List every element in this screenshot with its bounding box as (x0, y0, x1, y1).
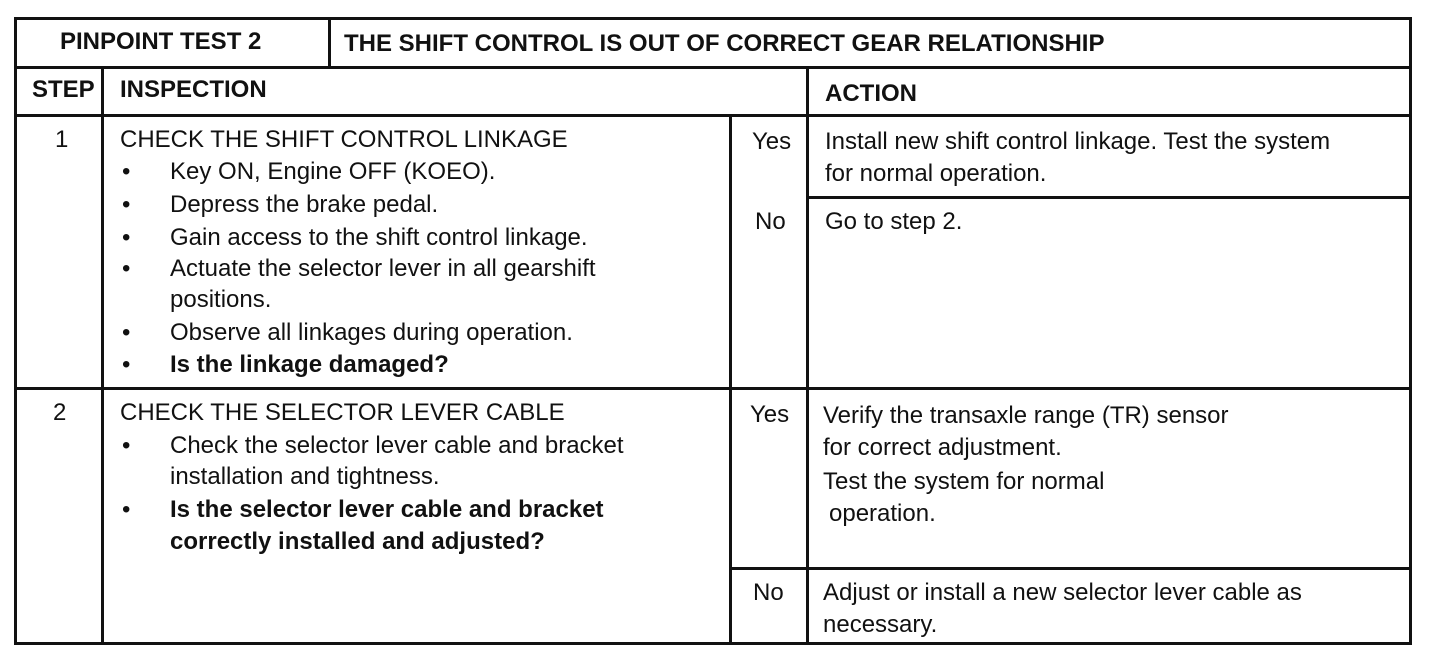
no-action-line: Go to step 2. (825, 208, 963, 235)
yes-label: Yes (752, 128, 792, 155)
no-action-line: Adjust or install a new selector lever cable as (823, 579, 1302, 606)
bullet: • (122, 255, 131, 282)
no-label: No (755, 208, 786, 235)
yes-no-column-divider (729, 114, 732, 645)
column-action: ACTION (825, 80, 917, 107)
step2-yes-no-divider (730, 567, 1412, 570)
inspection-item-continued: positions. (170, 286, 272, 313)
no-label: No (753, 579, 784, 606)
yes-action-line: for correct adjustment. (823, 434, 1062, 461)
step1-yes-no-divider (808, 196, 1412, 199)
yes-label: Yes (750, 401, 790, 428)
test-title: THE SHIFT CONTROL IS OUT OF CORRECT GEAR RELATIONSHIP (344, 30, 1105, 57)
inspection-item: Depress the brake pedal. (170, 191, 439, 218)
step-heading: CHECK THE SHIFT CONTROL LINKAGE (120, 126, 568, 153)
step-divider (14, 387, 1412, 390)
action-column-divider (806, 66, 809, 645)
inspection-question: Is the selector lever cable and bracket (170, 496, 604, 523)
bullet: • (122, 319, 131, 346)
step-heading: CHECK THE SELECTOR LEVER CABLE (120, 399, 565, 426)
column-inspection: INSPECTION (120, 76, 267, 103)
inspection-item: Gain access to the shift control linkage. (170, 224, 588, 251)
inspection-item: Key ON, Engine OFF (KOEO). (170, 158, 496, 185)
title-divider (328, 17, 331, 67)
yes-action-line: Install new shift control linkage. Test the system (825, 128, 1331, 155)
test-id: PINPOINT TEST 2 (60, 28, 262, 55)
bullet: • (122, 158, 131, 185)
column-step: STEP (32, 76, 95, 103)
yes-action-line: for normal operation. (825, 160, 1047, 187)
column-header-divider (14, 114, 1412, 117)
bullet: • (122, 496, 131, 523)
no-action-line: necessary. (823, 611, 938, 638)
inspection-item: Observe all linkages during operation. (170, 319, 573, 346)
bullet: • (122, 224, 131, 251)
bullet: • (122, 351, 131, 378)
step-column-divider (101, 66, 104, 645)
inspection-item: Actuate the selector lever in all gearshift (170, 255, 596, 282)
step-number: 1 (55, 126, 69, 153)
step-number: 2 (53, 399, 67, 426)
yes-action-line: operation. (829, 500, 936, 527)
inspection-item: Check the selector lever cable and bracket (170, 432, 624, 459)
inspection-question-continued: correctly installed and adjusted? (170, 528, 545, 555)
bullet: • (122, 191, 131, 218)
inspection-item-continued: installation and tightness. (170, 463, 440, 490)
yes-action-line: Verify the transaxle range (TR) sensor (823, 402, 1229, 429)
bullet: • (122, 432, 131, 459)
header-divider (14, 66, 1412, 69)
yes-action-line: Test the system for normal (823, 468, 1105, 495)
inspection-question: Is the linkage damaged? (170, 351, 449, 378)
